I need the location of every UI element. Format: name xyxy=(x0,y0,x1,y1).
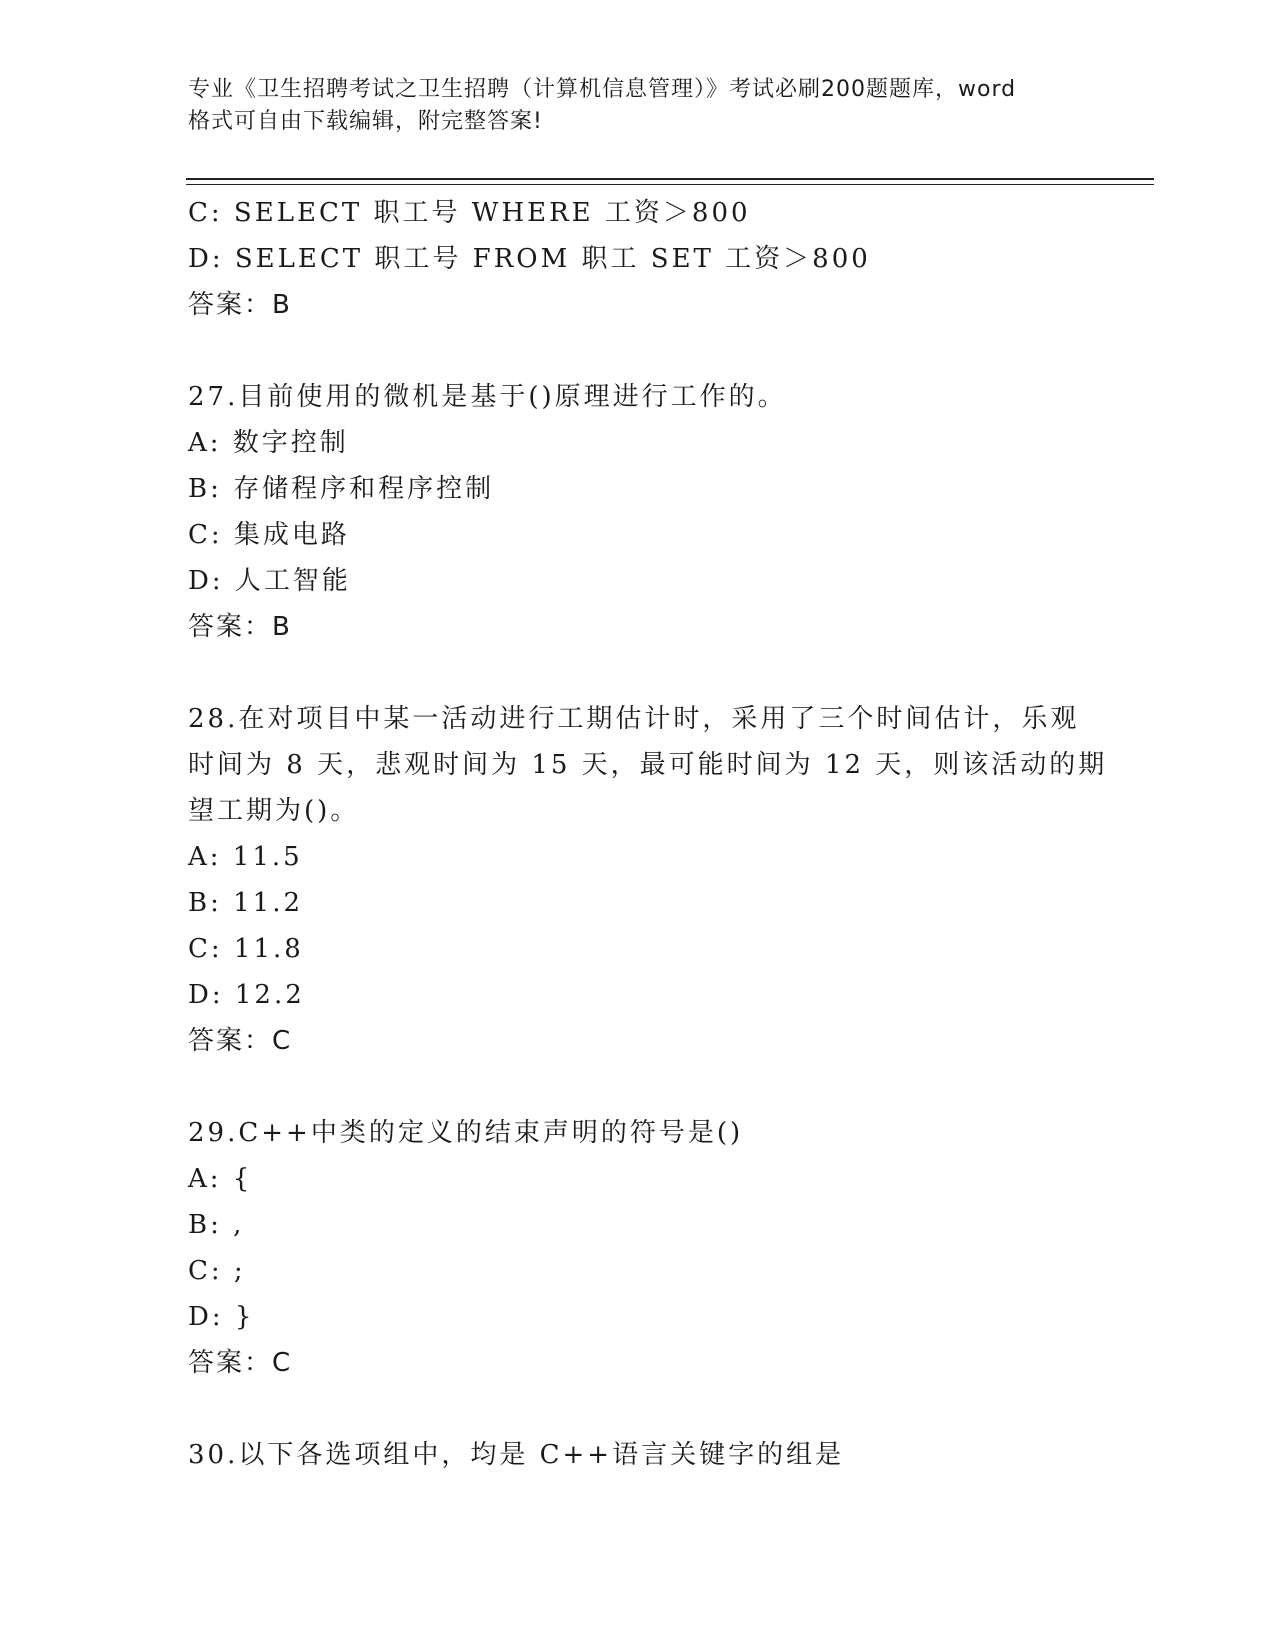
question-text: 望工期为()。 xyxy=(188,796,360,826)
option-b: B: , xyxy=(188,1210,245,1240)
header-line-2: 格式可自由下载编辑，附完整答案! xyxy=(188,109,543,134)
option-c: C: 集成电路 xyxy=(188,520,350,550)
answer-line: 答案：C xyxy=(188,1026,293,1056)
question-text: 27.目前使用的微机是基于()原理进行工作的。 xyxy=(188,382,787,412)
option-d: D: } xyxy=(188,1302,255,1332)
header-divider-thick xyxy=(186,178,1154,180)
question-27 xyxy=(188,374,1088,650)
question-text: 时间为 8 天，悲观时间为 15 天，最可能时间为 12 天，则该活动的期 xyxy=(188,750,1108,780)
question-30 xyxy=(188,1432,1088,1478)
option-b: B: 11.2 xyxy=(188,888,304,918)
question-gap xyxy=(188,650,1088,696)
option-b: B: 存储程序和程序控制 xyxy=(188,474,495,504)
option-c: C: SELECT 职工号 WHERE 工资＞800 xyxy=(188,198,751,228)
answer-line: 答案：B xyxy=(188,290,292,320)
question-text: 29.C++中类的定义的结束声明的符号是() xyxy=(188,1118,744,1148)
question-gap xyxy=(188,1386,1088,1432)
question-text: 28.在对项目中某一活动进行工期估计时，采用了三个时间估计，乐观 xyxy=(188,704,1080,734)
question-28 xyxy=(188,696,1108,1064)
option-c: C: 11.8 xyxy=(188,934,304,964)
header-divider-thin xyxy=(186,184,1154,185)
option-d: D: SELECT 职工号 FROM 职工 SET 工资＞800 xyxy=(188,244,871,274)
question-29 xyxy=(188,1110,1088,1386)
question-gap xyxy=(188,328,1088,374)
option-a: A: { xyxy=(188,1164,253,1194)
header-line-1: 专业《卫生招聘考试之卫生招聘（计算机信息管理）》考试必刷200题题库，word xyxy=(188,77,1017,102)
option-d: D: 人工智能 xyxy=(188,566,351,596)
document-header xyxy=(188,74,1088,138)
option-a: A: 11.5 xyxy=(188,842,303,872)
option-d: D: 12.2 xyxy=(188,980,305,1010)
option-c: C: ; xyxy=(188,1256,246,1286)
answer-line: 答案：C xyxy=(188,1348,293,1378)
question-gap xyxy=(188,1064,1088,1110)
question-text: 30.以下各选项组中，均是 C++语言关键字的组是 xyxy=(188,1440,845,1470)
answer-line: 答案：B xyxy=(188,612,292,642)
question-list xyxy=(188,190,1108,1478)
option-a: A: 数字控制 xyxy=(188,428,349,458)
